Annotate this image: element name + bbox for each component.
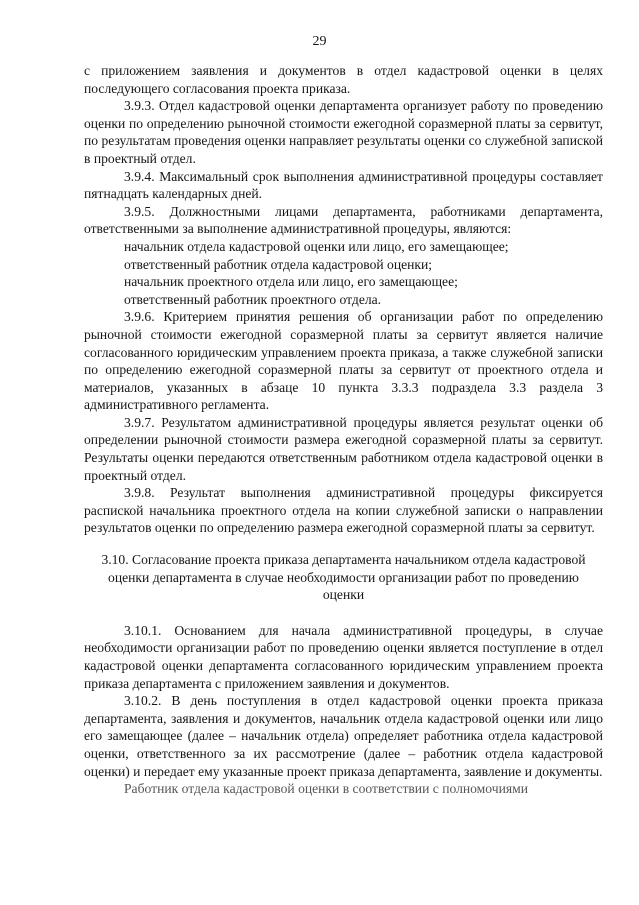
list-item: ответственный работник отдела кадастровой оценки;	[124, 256, 433, 272]
paragraph-3-10-1: 3.10.1. Основанием для начала административной процедуры, в случае необходимости организации работ по проведению оценки является поступление в отдел кадастровой оценки департамента согласованного юридическим управлением проекта приказа департамента с приложением заявления и документов.	[84, 622, 603, 691]
list-item: начальник проектного отдела или лицо, его замещающее;	[124, 274, 458, 290]
paragraph-continued-bottom: Работник отдела кадастровой оценки в соответствии с полномочиями	[124, 781, 528, 797]
list-item: ответственный работник проектного отдела.	[124, 291, 382, 307]
paragraph-continuation: с приложением заявления и документов в отдел кадастровой оценки в целях последующего согласования проекта приказа.	[84, 63, 603, 96]
list-item: начальник отдела кадастровой оценки или лицо, его замещающее;	[124, 238, 509, 254]
paragraph-3-10-2: 3.10.2. В день поступления в отдел кадастровой оценки проекта приказа департамента, заявления и документов, начальник отдела кадастровой оценки или лицо его замещающее (далее – начальник отдела) определяет работника отдела кадастровой оценки, ответственного за их рассмотрение (далее – работник отдела кадастровой оценки) и передает ему указанные проект приказа департамента, заявление и документы.	[84, 693, 603, 779]
document-body	[84, 62, 603, 798]
paragraph-3-9-4: 3.9.4. Максимальный срок выполнения административной процедуры составляет пятнадцать календарных дней.	[84, 168, 603, 202]
paragraph-3-9-6: 3.9.6. Критерием принятия решения об организации работ по определению рыночной стоимости ежегодной соразмерной платы за сервитут является наличие согласованного юридическим управлением проекта приказа, а также служебной записки по определению ежегодной соразмерной платы за сервитут от проектного отдела и материалов, указанных в абзаце 10 пункта 3.3.3 подраздела 3.3 раздела 3 административного регламента.	[84, 309, 603, 413]
paragraph-3-9-7: 3.9.7. Результатом административной процедуры является результат оценки об определении рыночной стоимости размера ежегодной соразмерной платы за сервитут. Результаты оценки передаются ответственным работником отдела кадастровой оценки в проектный отдел.	[84, 414, 603, 483]
paragraph-3-9-8: 3.9.8. Результат выполнения административной процедуры фиксируется распиской начальника проектного отдела на копии служебной записки о направлении результатов оценки по определению размера ежегодной соразмерной платы за сервитут.	[84, 485, 603, 536]
page-number: 29	[312, 34, 327, 49]
paragraph-3-9-5: 3.9.5. Должностными лицами департамента, работниками департамента, ответственными за выполнение административной процедуры, являются:	[84, 203, 603, 237]
paragraph-3-9-3: 3.9.3. Отдел кадастровой оценки департамента организует работу по проведению оценки по определению рыночной стоимости ежегодной соразмерной платы за сервитут, по результатам проведения оценки направляет результаты оценки со служебной запиской в проектный отдел.	[84, 98, 603, 166]
section-heading-3-10: 3.10. Согласование проекта приказа департамента начальником отдела кадастровой оценки департамента в случае необходимости организации работ по проведению оценки	[101, 552, 586, 603]
